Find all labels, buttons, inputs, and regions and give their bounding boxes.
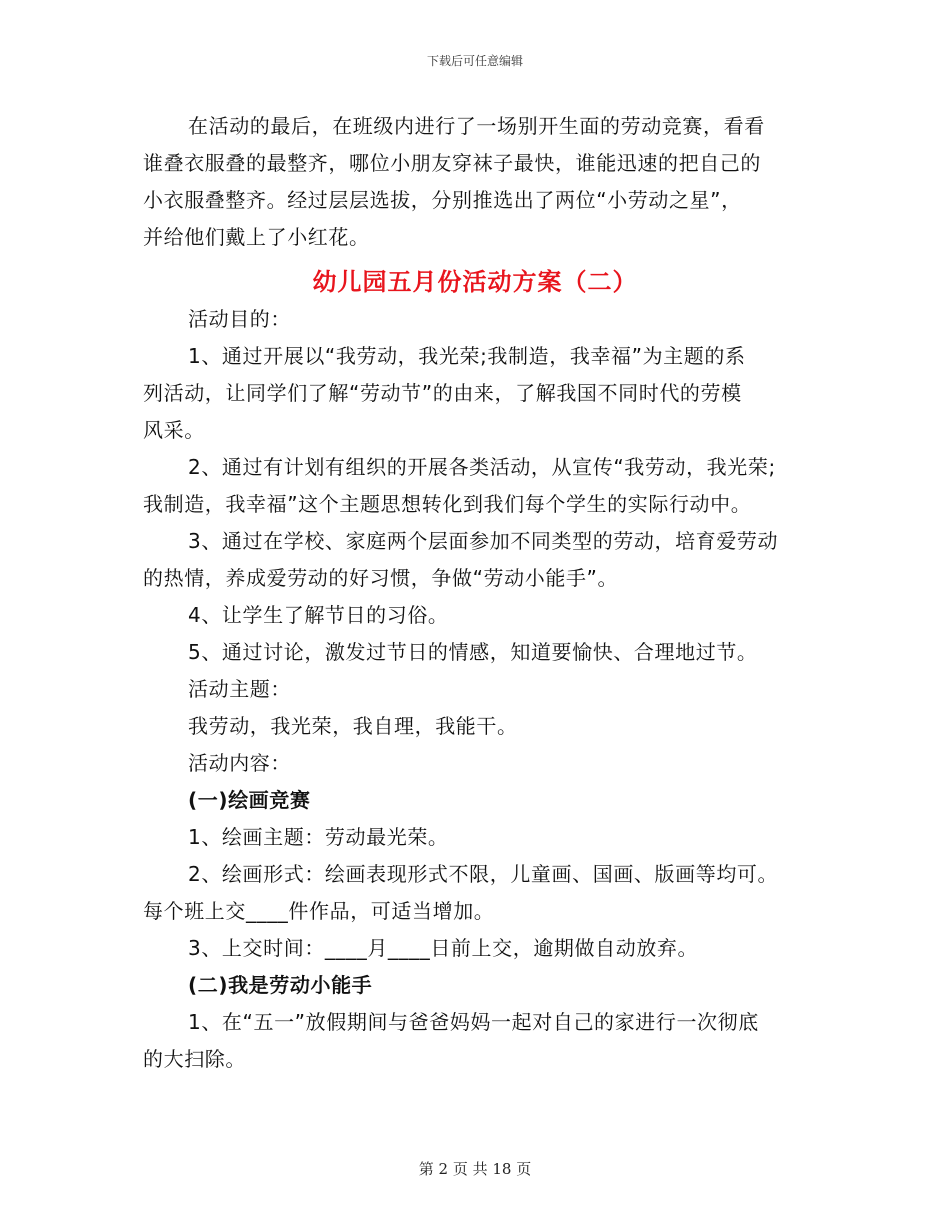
theme-heading: 活动主题： — [188, 677, 291, 701]
part-2-heading: (二)我是劳动小能手 — [188, 973, 373, 997]
header-note: 下载后可任意编辑 — [426, 54, 523, 68]
intro-line-1: 在活动的最后，在班级内进行了一场别开生面的劳动竞赛，看看 — [188, 114, 765, 138]
goal-2-line-1: 2、通过有计划有组织的开展各类活动，从宣传“我劳动，我光荣; — [188, 455, 776, 479]
goal-2-line-2: 我制造，我幸福”这个主题思想转化到我们每个学生的实际行动中。 — [143, 492, 752, 516]
page-number: 第 2 页 共 18 页 — [418, 1160, 532, 1178]
intro-line-3: 小衣服叠整齐。经过层层选拔，分别推选出了两位“小劳动之星”， — [143, 188, 742, 212]
content-heading: 活动内容： — [188, 751, 291, 775]
goal-1-line-1: 1、通过开展以“我劳动，我光荣;我制造，我幸福”为主题的系 — [188, 344, 746, 368]
part-1-item-1: 1、绘画主题：劳动最光荣。 — [188, 825, 449, 849]
goal-heading: 活动目的： — [188, 307, 291, 331]
goal-1-line-3: 风采。 — [143, 418, 205, 442]
theme-text: 我劳动，我光荣，我自理，我能干。 — [188, 714, 518, 738]
goal-3-line-1: 3、通过在学校、家庭两个层面参加不同类型的劳动，培育爱劳动 — [188, 529, 779, 553]
intro-line-2: 谁叠衣服叠的最整齐，哪位小朋友穿袜子最快，谁能迅速的把自己的 — [143, 151, 761, 175]
part-1-item-3: 3、上交时间：____月____日前上交，逾期做自动放弃。 — [188, 936, 699, 960]
part-1-heading: (一)绘画竞赛 — [188, 788, 311, 812]
section-title: 幼儿园五月份活动方案（二） — [312, 268, 638, 296]
goal-5: 5、通过讨论，激发过节日的情感，知道要愉快、合理地过节。 — [188, 640, 758, 664]
part-1-item-2-line-1: 2、绘画形式：绘画表现形式不限，儿童画、国画、版画等均可。 — [188, 862, 779, 886]
part-1-item-2-line-2: 每个班上交____件作品，可适当增加。 — [143, 899, 495, 923]
part-2-item-1-line-2: 的大扫除。 — [143, 1047, 246, 1071]
intro-line-4: 并给他们戴上了小红花。 — [143, 225, 370, 249]
goal-4: 4、让学生了解节日的习俗。 — [188, 603, 449, 627]
goal-3-line-2: 的热情，养成爱劳动的好习惯，争做“劳动小能手”。 — [143, 566, 619, 590]
part-2-item-1-line-1: 1、在“五一”放假期间与爸爸妈妈一起对自己的家进行一次彻底 — [188, 1010, 759, 1034]
goal-1-line-2: 列活动，让同学们了解“劳动节”的由来，了解我国不同时代的劳模 — [143, 381, 742, 405]
